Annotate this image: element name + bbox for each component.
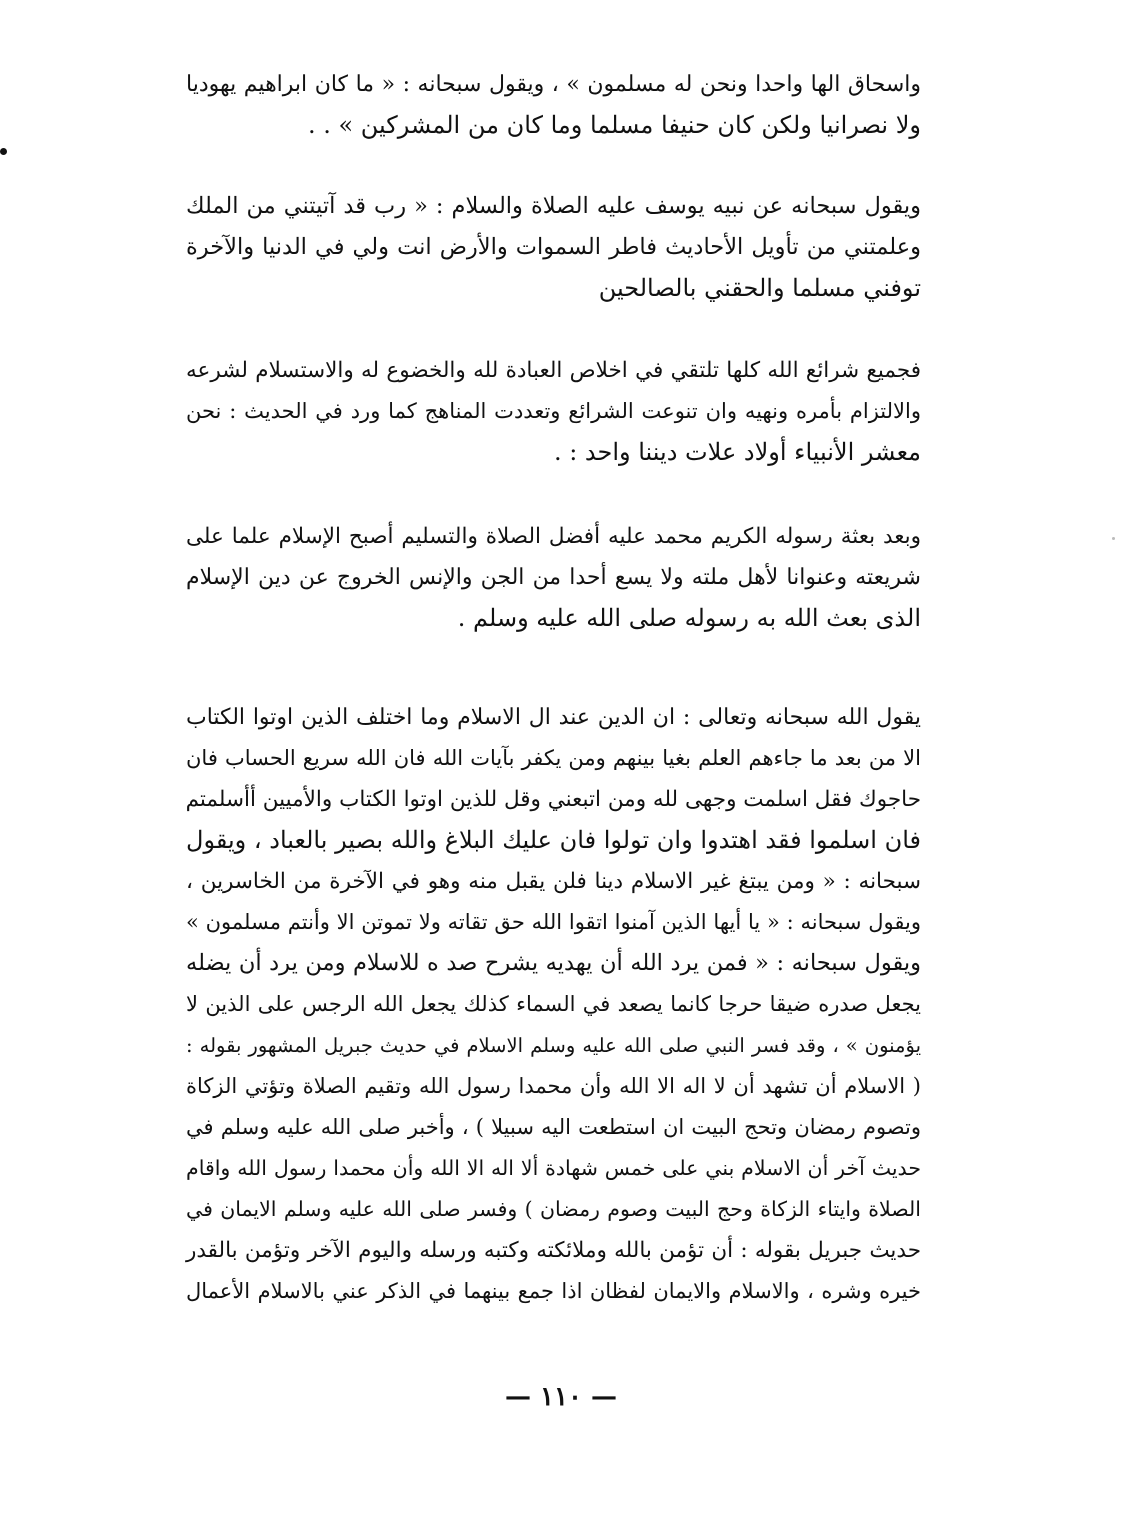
text-line: وتصوم رمضان وتحج البيت ان استطعت اليه سبيلا ) ، وأخبر صلى الله عليه وسلم في (186, 1115, 921, 1139)
text-line: يجعل صدره ضيقا حرجا كانما يصعد في السماء كذلك يجعل الله الرجس على الذين لا (186, 992, 921, 1016)
paragraph-3 (186, 350, 921, 473)
text-line: وبعد بعثة رسوله الكريم محمد عليه أفضل الصلاة والتسليم أصبح الإسلام علما على (186, 524, 921, 549)
text-line: حديث آخر أن الاسلام بني على خمس شهادة ألا اله الا الله وأن محمدا رسول الله واقام (186, 1156, 921, 1180)
text-line: حاجوك فقل اسلمت وجهى لله ومن اتبعني وقل للذين اوتوا الكتاب والأميين أأسلمتم (185, 787, 921, 812)
text-line: واسحاق الها واحدا ونحن له مسلمون » ، ويقول سبحانه : « ما كان ابراهيم يهوديا (186, 72, 921, 97)
text-line: معشر الأنبياء أولاد علات ديننا واحد : . (553, 438, 921, 466)
text-line: ويقول سبحانه : « فمن يرد الله أن يهديه يشرح صد ه للاسلام ومن يرد أن يضله (186, 950, 921, 976)
text-line: الا من بعد ما جاءهم العلم بغيا بينهم ومن يكفر بآيات الله فان الله سريع الحساب فان (186, 746, 921, 770)
text-line: خيره وشره ، والاسلام والايمان لفظان اذا جمع بينهما في الذكر عني بالاسلام الأعمال (186, 1279, 921, 1303)
text-line: وعلمتني من تأويل الأحاديث فاطر السموات والأرض انت ولي في الدنيا والآخرة (186, 234, 921, 260)
margin-speck (1112, 537, 1115, 540)
paragraph-5 (186, 697, 921, 1312)
text-line: حديث جبريل بقوله : أن تؤمن بالله وملائكته وكتبه ورسله واليوم الآخر وتؤمن بالقدر (186, 1238, 921, 1263)
margin-ink-dot (0, 148, 7, 155)
text-line: سبحانه : « ومن يبتغ غير الاسلام دينا فلن يقبل منه وهو في الآخرة من الخاسرين ، (186, 869, 921, 894)
text-line: توفني مسلما والحقني بالصالحين (598, 274, 921, 302)
text-line: ( الاسلام أن تشهد أن لا اله الا الله وأن محمدا رسول الله وتقيم الصلاة وتؤتي الزكاة (186, 1074, 921, 1098)
page-number: — ١١٠ — (504, 1382, 618, 1412)
text-line: يقول الله سبحانه وتعالى : ان الدين عند ال الاسلام وما اختلف الذين اوتوا الكتاب (186, 705, 921, 730)
paragraph-4 (186, 516, 921, 639)
text-line: فجميع شرائع الله كلها تلتقي في اخلاص العبادة لله والخضوع له والاستسلام لشرعه (186, 358, 921, 383)
text-line: ويقول سبحانه عن نبيه يوسف عليه الصلاة والسلام : « رب قد آتيتني من الملك (186, 193, 921, 219)
text-line: والالتزام بأمره ونهيه وان تنوعت الشرائع وتعددت المناهج كما ورد في الحديث : نحن (186, 399, 921, 423)
text-line: الذى بعث الله به رسوله صلى الله عليه وسلم . (457, 604, 921, 632)
text-line: الصلاة وايتاء الزكاة وحج البيت وصوم رمضان ) وفسر صلى الله عليه وسلم الايمان في (186, 1197, 921, 1221)
text-line: ويقول سبحانه : « يا أيها الذين آمنوا اتقوا الله حق تقاته ولا تموتن الا وأنتم مسلمون » (186, 910, 921, 934)
text-line: يؤمنون » ، وقد فسر النبي صلى الله عليه وسلم الاسلام في حديث جبريل المشهور بقوله : (186, 1034, 921, 1057)
paragraph-2 (186, 186, 921, 309)
text-line: ولا نصرانيا ولكن كان حنيفا مسلما وما كان من المشركين » . . (307, 111, 921, 139)
paragraph-1 (186, 64, 921, 146)
text-line: شريعته وعنوانا لأهل ملته ولا يسع أحدا من الجن والإنس الخروج عن دين الإسلام (186, 565, 921, 590)
text-line: فان اسلموا فقد اهتدوا وان تولوا فان عليك البلاغ والله بصير بالعباد ، ويقول (186, 826, 921, 854)
